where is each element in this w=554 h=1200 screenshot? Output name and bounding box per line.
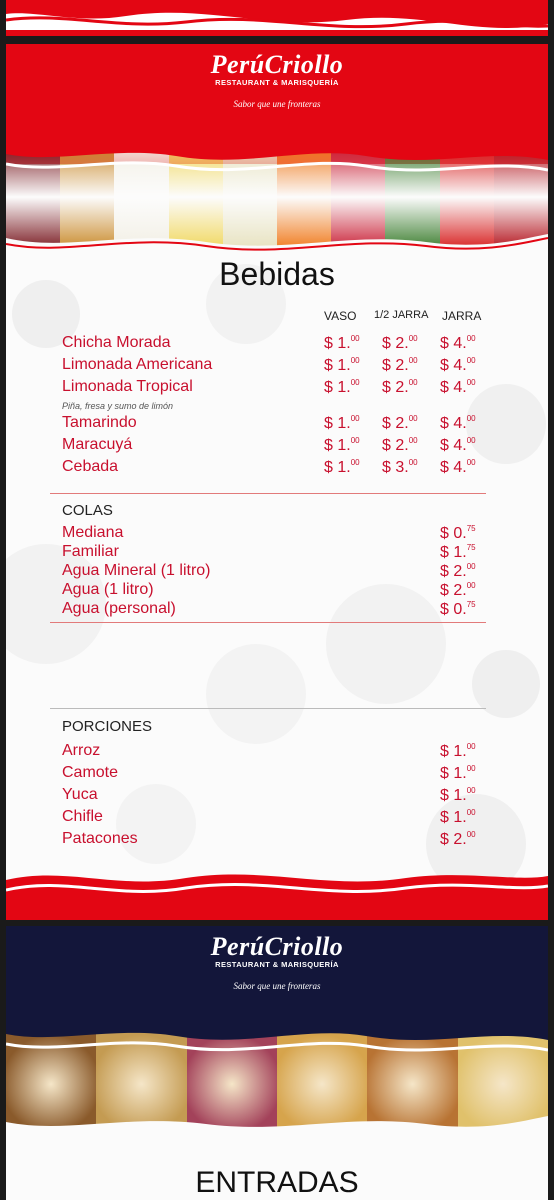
price: $ 1.00 <box>440 786 476 804</box>
header-jarra: JARRA <box>442 309 482 323</box>
price-vaso: $ 1.00 <box>324 356 360 374</box>
item-name: Tamarindo <box>62 414 137 431</box>
item-name: Arroz <box>62 742 101 759</box>
red-wave-decoration <box>6 0 548 36</box>
price-vaso: $ 1.00 <box>324 334 360 352</box>
section-divider <box>50 493 486 494</box>
bebida-row <box>62 334 498 356</box>
price-jarra: $ 4.00 <box>440 458 476 476</box>
price: $ 1.75 <box>440 543 476 561</box>
item-name: Yuca <box>62 786 98 803</box>
price-media-jarra: $ 2.00 <box>382 378 418 396</box>
food-strip-wave-frame <box>6 1018 548 1138</box>
item-note: Piña, fresa y sumo de limón <box>62 401 174 411</box>
price: $ 2.00 <box>440 562 476 580</box>
brand-logo <box>6 932 548 991</box>
entradas-title: ENTRADAS <box>195 1166 359 1199</box>
item-name: Agua Mineral (1 litro) <box>62 562 211 579</box>
previous-page-footer <box>6 0 548 36</box>
brand-tagline: Sabor que une fronteras <box>233 981 321 991</box>
bebidas-menu-page <box>6 44 548 920</box>
bebida-row <box>62 436 498 458</box>
price: $ 1.00 <box>440 764 476 782</box>
bebida-row <box>62 458 498 480</box>
price-vaso: $ 1.00 <box>324 378 360 396</box>
item-name: Agua (personal) <box>62 600 176 617</box>
item-name: Chifle <box>62 808 103 825</box>
price-vaso: $ 1.00 <box>324 414 360 432</box>
entradas-menu-page <box>6 926 548 1200</box>
price-jarra: $ 4.00 <box>440 356 476 374</box>
price: $ 2.00 <box>440 830 476 848</box>
item-name: Mediana <box>62 524 124 541</box>
item-name: Agua (1 litro) <box>62 581 154 598</box>
price-media-jarra: $ 3.00 <box>382 458 418 476</box>
brand-name: PerúCriollo <box>210 932 344 961</box>
item-name: Camote <box>62 764 119 781</box>
section-divider <box>50 622 486 623</box>
price: $ 0.75 <box>440 524 476 542</box>
item-name: Cebada <box>62 458 119 475</box>
item-name: Limonada Americana <box>62 356 213 373</box>
price: $ 1.00 <box>440 808 476 826</box>
price-media-jarra: $ 2.00 <box>382 356 418 374</box>
price-vaso: $ 1.00 <box>324 458 360 476</box>
porcion-row <box>62 742 498 764</box>
price-media-jarra: $ 2.00 <box>382 334 418 352</box>
red-footer-wave <box>6 860 548 920</box>
porcion-row <box>62 786 498 808</box>
bebida-row <box>62 414 498 436</box>
cola-row <box>62 600 498 622</box>
item-name: Chicha Morada <box>62 334 171 351</box>
colas-title: COLAS <box>62 502 113 519</box>
bebida-row <box>62 378 498 400</box>
price-jarra: $ 4.00 <box>440 436 476 454</box>
price: $ 1.00 <box>440 742 476 760</box>
price-media-jarra: $ 2.00 <box>382 414 418 432</box>
brand-subtitle: RESTAURANT & MARISQUERÍA <box>215 78 339 87</box>
drinks-strip-wave-frame <box>6 134 548 264</box>
header-media-jarra: 1/2 JARRA <box>374 309 429 321</box>
porciones-title: PORCIONES <box>62 718 153 735</box>
brand-name: PerúCriollo <box>210 50 344 79</box>
price: $ 2.00 <box>440 581 476 599</box>
item-name: Familiar <box>62 543 119 560</box>
item-name: Limonada Tropical <box>62 378 193 395</box>
price-jarra: $ 4.00 <box>440 414 476 432</box>
price-media-jarra: $ 2.00 <box>382 436 418 454</box>
item-name: Patacones <box>62 830 138 847</box>
bebidas-title: Bebidas <box>219 256 335 292</box>
porcion-row <box>62 830 498 852</box>
section-divider <box>50 708 486 709</box>
brand-logo <box>6 50 548 109</box>
bebida-row <box>62 356 498 378</box>
item-name: Maracuyá <box>62 436 133 453</box>
price-jarra: $ 4.00 <box>440 378 476 396</box>
price-vaso: $ 1.00 <box>324 436 360 454</box>
porcion-row <box>62 808 498 830</box>
brand-subtitle: RESTAURANT & MARISQUERÍA <box>215 960 339 969</box>
header-vaso: VASO <box>324 309 357 323</box>
brand-tagline: Sabor que une fronteras <box>233 99 321 109</box>
price: $ 0.75 <box>440 600 476 618</box>
porcion-row <box>62 764 498 786</box>
price-jarra: $ 4.00 <box>440 334 476 352</box>
